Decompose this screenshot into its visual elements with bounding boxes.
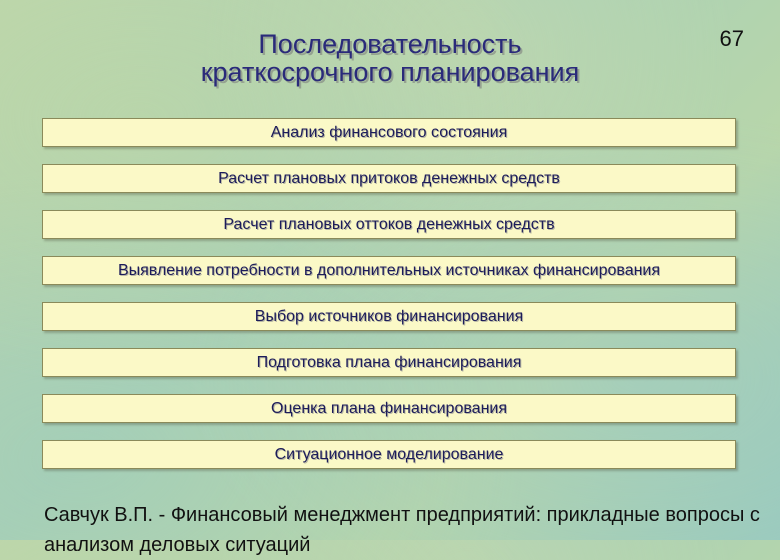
step-box-8: Ситуационное моделирование bbox=[42, 440, 736, 469]
title-line-1: Последовательность bbox=[258, 29, 522, 59]
reference-text: Савчук В.П. - Финансовый менеджмент предприятий: прикладные вопросы с анализом деловых ситуаций bbox=[44, 504, 760, 556]
step-box-6: Подготовка плана финансирования bbox=[42, 348, 736, 377]
title-line-2: краткосрочного планирования bbox=[200, 57, 580, 87]
slide-number: 67 bbox=[719, 26, 744, 51]
step-box-3: Расчет плановых оттоков денежных средств bbox=[42, 210, 736, 239]
slide-title bbox=[0, 30, 780, 86]
step-box-1: Анализ финансового состояния bbox=[42, 118, 736, 147]
step-box-4: Выявление потребности в дополнительных источниках финансирования bbox=[42, 256, 736, 285]
step-box-5: Выбор источников финансирования bbox=[42, 302, 736, 331]
step-box-2: Расчет плановых притоков денежных средств bbox=[42, 164, 736, 193]
step-box-7: Оценка плана финансирования bbox=[42, 394, 736, 423]
